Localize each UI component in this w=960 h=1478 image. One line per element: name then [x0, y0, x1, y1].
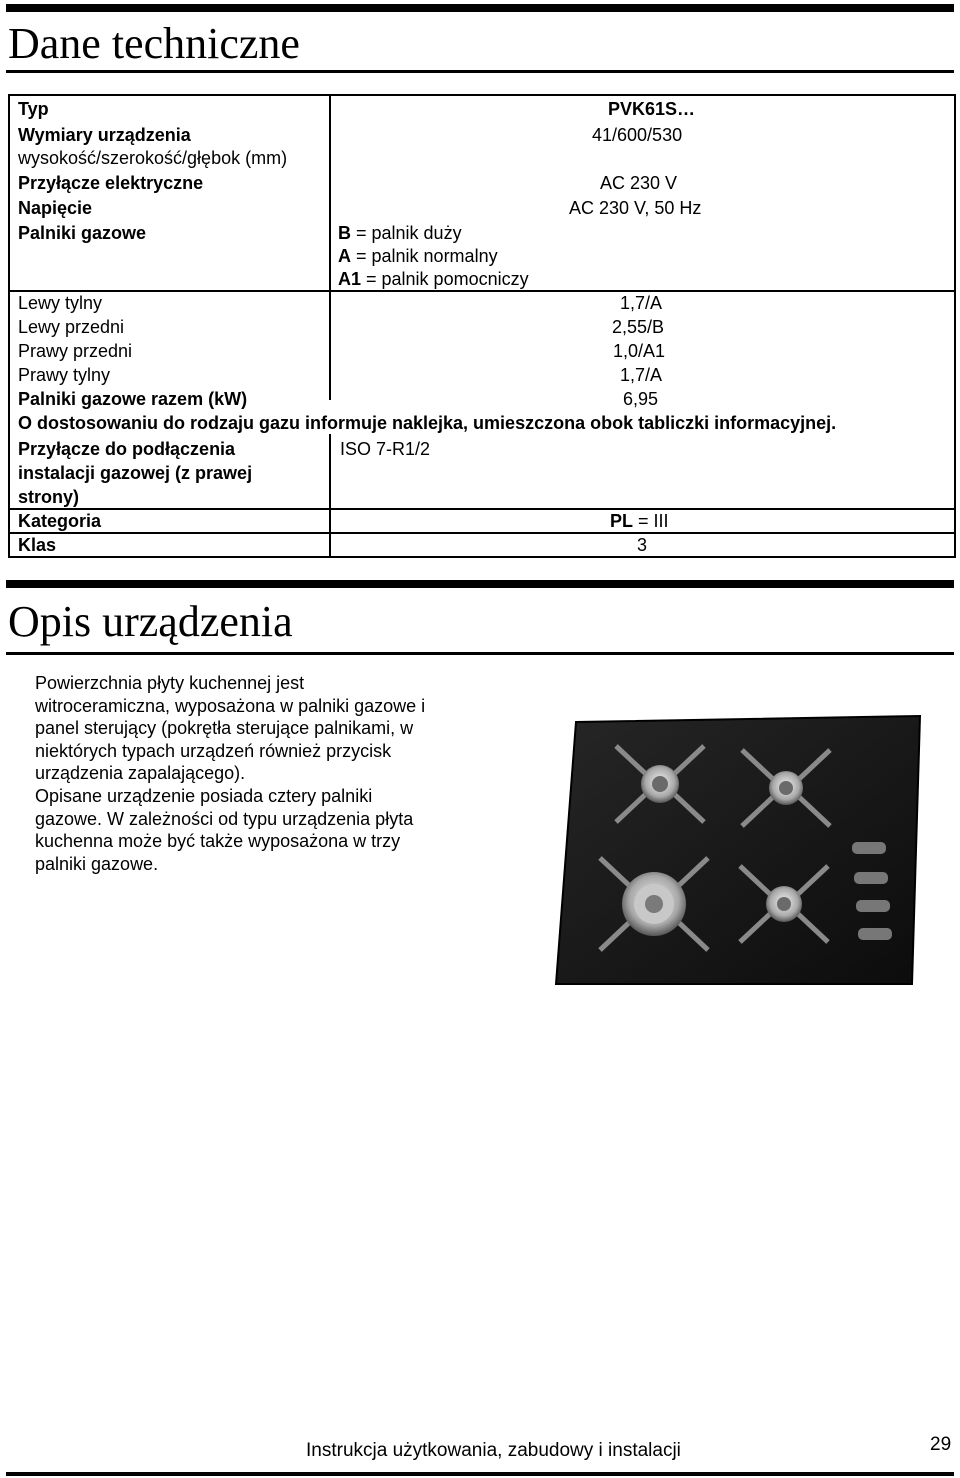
burner-row-value: 2,55/B — [612, 317, 665, 337]
burner-row-label: Prawy tylny — [18, 365, 111, 385]
burner-row-value: 1,7/A — [620, 293, 663, 313]
description-text — [35, 672, 475, 875]
category-label: Kategoria — [18, 511, 102, 531]
burners-label: Palniki gazowe — [18, 223, 147, 243]
top-rule — [6, 4, 954, 12]
specs-table — [8, 94, 956, 558]
burner-row-label: Lewy tylny — [18, 293, 103, 313]
type-label: Typ — [18, 99, 49, 119]
connection-value: ISO 7-R1/2 — [340, 439, 431, 459]
footer-rule — [6, 1472, 954, 1476]
electric-value: AC 230 V — [600, 173, 678, 193]
connection-label: strony) — [18, 487, 80, 507]
legend-item: A1 = palnik pomocniczy — [338, 269, 529, 289]
class-label: Klas — [18, 535, 57, 555]
dimensions-value: 41/600/530 — [592, 125, 683, 145]
voltage-value: AC 230 V, 50 Hz — [569, 198, 702, 218]
paragraph: Opisane urządzenie posiada cztery palniki gazowe. W zależności od typu urządzenia płyta kuchenna może być także wyposażona w trzy palniki gazowe. — [35, 785, 414, 874]
section2-underline — [6, 652, 954, 655]
footer-text: Instrukcja użytkowania, zabudowy i instalacji — [306, 1440, 681, 1461]
burner-row-label: Lewy przedni — [18, 317, 125, 337]
electric-label: Przyłącze elektryczne — [18, 173, 204, 193]
gas-note: O dostosowaniu do rodzaju gazu informuje naklejka, umieszczona obok tabliczki informacyjnej. — [18, 413, 837, 433]
paragraph: Powierzchnia płyty kuchennej jest witroceramiczna, wyposażona w palniki gazowe i panel sterujący (pokrętła sterujące palnikami, w niektórych typach urządzeń również przycisk urządzenia zapalającego). — [35, 673, 426, 784]
total-value: 6,95 — [623, 389, 659, 409]
connection-label: Przyłącze do podłączenia — [18, 439, 236, 459]
cooktop-photo — [550, 712, 940, 987]
burner-row-label: Prawy przedni — [18, 341, 133, 361]
category-value: PL = III — [610, 511, 669, 531]
section-title-specs: Dane techniczne — [8, 19, 300, 68]
voltage-label: Napięcie — [18, 198, 93, 218]
section2-rule — [6, 580, 954, 588]
total-label: Palniki gazowe razem (kW) — [18, 389, 248, 409]
legend-item: A = palnik normalny — [338, 246, 498, 266]
title-underline — [6, 70, 954, 73]
type-value: PVK61S… — [608, 99, 696, 119]
burner-row-value: 1,7/A — [620, 365, 663, 385]
dimensions-label: Wymiary urządzenia — [18, 125, 191, 145]
connection-label: instalacji gazowej (z prawej — [18, 463, 253, 483]
burner-row-value: 1,0/A1 — [613, 341, 666, 361]
section-title-description: Opis urządzenia — [8, 597, 293, 646]
legend-item: B = palnik duży — [338, 223, 462, 243]
page-number: 29 — [930, 1434, 952, 1455]
class-value: 3 — [637, 535, 648, 555]
dimensions-sublabel: wysokość/szerokość/głębok (mm) — [18, 148, 288, 168]
